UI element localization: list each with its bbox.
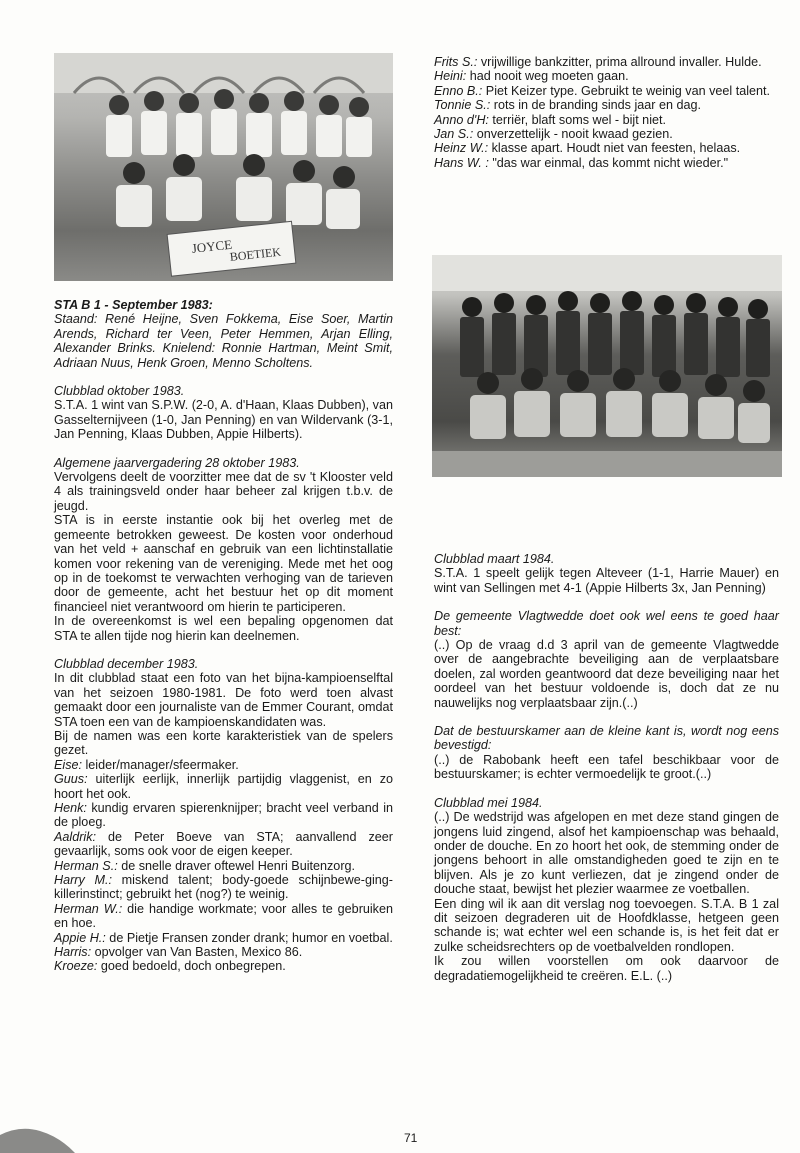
team-photo-squad xyxy=(432,255,782,477)
page-number: 71 xyxy=(404,1131,418,1145)
player-text: de Peter Boeve van STA; aanvallend zeer gevaarlijk, soms ook voor de eigen keeper. xyxy=(54,829,393,859)
player-text: de snelle draver oftewel Henri Buitenzorg. xyxy=(117,858,356,873)
section-paragraph: S.T.A. 1 wint van S.P.W. (2-0, A. d'Haan, Klaas Dubben), van Gasselternijveen (1-0, Jan Penning) en van Wildervank (3-1, Jan Penning, Klaas Dubben, Appie Hilberts). xyxy=(54,398,393,442)
player-name: Heini: xyxy=(434,69,467,84)
player-text: leider/manager/sfeermaker. xyxy=(82,757,239,772)
section-paragraph: Een ding wil ik aan dit verslag nog toevoegen. S.T.A. B 1 zal dit seizoen degraderen uit de Hoofdklasse, hetgeen geen schande is; wat echter wel een schande is, is het feit dat er zulke scheidsrechters op de voetbalvelden rondlopen. xyxy=(434,896,779,954)
caption-body: Staand: René Heijne, Sven Fokkema, Eise Soer, Martin Arends, Richard ter Veen, Peter Hemmen, Arjan Elling, Alexander Brinks. Knielend: Ronnie Hartman, Meint Smit, Adriaan Nuus, Henk Groen, Menno Scholtens. xyxy=(54,312,393,370)
section-paragraph: (..) Op de vraag d.d 3 april van de gemeente Vlagtwedde over de aangebrachte beveiliging aan de verplaatsbare doelen, zal worden geantwoord dat deze beveiliging naar het oordeel van het bestuur voldoende is, doch dat ze nu nauwelijks nog verplaatsbaar zijn.(..) xyxy=(434,638,779,710)
team-photo-sta-b1 xyxy=(54,53,393,281)
player-name: Henk: xyxy=(54,801,87,815)
section-title: Algemene jaarvergadering 28 oktober 1983. xyxy=(54,455,300,470)
player-line xyxy=(54,873,393,902)
player-line xyxy=(434,141,779,155)
player-line xyxy=(434,84,779,98)
player-text: opvolger van Van Basten, Mexico 86. xyxy=(91,945,303,960)
player-line xyxy=(54,801,393,830)
player-text: vrijwillige bankzitter, prima allround invaller. Hulde. xyxy=(477,55,762,69)
player-text: "das war einmal, das kommt nicht wieder." xyxy=(488,155,729,170)
player-name: Hans W. : xyxy=(434,155,489,170)
section-bestuurskamer xyxy=(434,724,779,782)
section-paragraph: S.T.A. 1 speelt gelijk tegen Alteveer (1-1, Harrie Mauer) en wint van Sellingen met 4-1 (Appie Hilberts 3x, Jan Penning) xyxy=(434,566,779,595)
player-name: Aaldrik: xyxy=(54,829,96,844)
section-paragraph: In de overeenkomst is wel een bepaling opgenomen dat STA te allen tijde nog hierin kan deelnemen. xyxy=(54,614,393,643)
right-column-characterizations xyxy=(434,55,779,170)
banner-text-2: BOETIEK xyxy=(229,244,282,264)
player-line xyxy=(54,931,393,945)
section-paragraph: (..) De wedstrijd was afgelopen en met deze stand gingen de jongens luid zingend, alsof het kampioenschap was behaald, onder de douche. En zo hoort het ook, de stemming onder de jongens behoort in alle omstandigheden goed te zijn en te blijven. Als je zo kunt verliezen, dat je zingend onder de douche staat, bewijst het plezier waarmee ze voetballen. xyxy=(434,810,779,897)
section-paragraph: (..) de Rabobank heeft een tafel beschikbaar voor de bestuurskamer; is echter vermoedelijk te groot.(..) xyxy=(434,752,779,782)
section-paragraph: Vervolgens deelt de voorzitter mee dat de sv 't Klooster veld 4 als trainingsveld onder haar beheer zal krijgen t.b.v. de jeugd. xyxy=(54,470,393,513)
section-title: Clubblad mei 1984. xyxy=(434,795,543,810)
right-column-articles xyxy=(434,552,779,997)
player-line xyxy=(54,959,393,973)
player-text: onverzettelijk - nooit kwaad gezien. xyxy=(473,127,673,142)
caption-title: STA B 1 - September 1983: xyxy=(54,298,213,312)
player-line xyxy=(434,69,779,83)
player-name: Jan S.: xyxy=(434,127,474,142)
player-characterizations xyxy=(54,758,393,974)
squad-photo-drawing xyxy=(432,255,782,477)
player-line xyxy=(434,127,779,141)
player-text: rots in de branding sinds jaar en dag. xyxy=(490,98,701,113)
player-line xyxy=(434,55,779,69)
section-gemeente-vlagtwedde xyxy=(434,609,779,710)
player-line xyxy=(54,859,393,873)
section-clubblad-oktober-1983 xyxy=(54,384,393,442)
player-line xyxy=(54,830,393,859)
section-title: Clubblad december 1983. xyxy=(54,656,199,671)
player-text: Piet Keizer type. Gebruikt te weinig van veel talent. xyxy=(482,83,771,98)
player-text: kundig ervaren spierenknijper; bracht veel verband in de ploeg. xyxy=(54,801,393,830)
player-line xyxy=(434,113,779,127)
player-text: klasse apart. Houdt niet van feesten, helaas. xyxy=(488,141,741,156)
scan-shadow-mark xyxy=(0,1125,80,1153)
player-name: Anno d'H: xyxy=(434,112,489,127)
section-paragraph: STA is in eerste instantie ook bij het overleg met de gemeente betrokken geweest. De kosten voor onderhoud van het veld + aanschaf en gebruik van een lichtinstallatie komen voor rekening van de vereniging. Mede met het oog op in de toekomst te verwachten verhoging van de tarieven door de gemeente, acht het bestuur het op dit moment financieel niet verantwoord om hierin te participeren. xyxy=(54,513,393,614)
player-name: Herman S.: xyxy=(54,858,118,873)
player-name: Harris: xyxy=(54,945,92,960)
player-name: Tonnie S.: xyxy=(434,98,491,113)
player-line xyxy=(54,945,393,959)
player-line xyxy=(54,772,393,801)
player-name: Kroeze: xyxy=(54,959,98,974)
left-column xyxy=(54,298,393,988)
player-text: miskend talent; body-goede schijnbewe-ging-killerinstinct; gebruikt het (nog?) te weinig. xyxy=(54,873,393,902)
player-line xyxy=(54,758,393,772)
section-paragraph: Ik zou willen voorstellen om ook daarvoor de degradatiemogelijkheid te creëren. E.L. (..) xyxy=(434,954,779,983)
player-name: Herman W.: xyxy=(54,901,123,916)
section-paragraph: Bij de namen was een korte karakteristiek van de spelers gezet. xyxy=(54,728,393,758)
player-name: Harry M.: xyxy=(54,873,112,888)
photo-caption xyxy=(54,298,393,370)
banner-text-1: JOYCE xyxy=(190,236,233,256)
section-jaarvergadering-1983 xyxy=(54,456,393,643)
section-clubblad-maart-1984 xyxy=(434,552,779,595)
section-title: De gemeente Vlagtwedde doet ook wel eens te goed haar best: xyxy=(434,609,779,638)
player-text: had nooit weg moeten gaan. xyxy=(466,69,629,84)
section-title: Clubblad maart 1984. xyxy=(434,552,555,566)
section-title: Dat de bestuurskamer aan de kleine kant is, wordt nog eens bevestigd: xyxy=(434,724,779,753)
player-name: Appie H.: xyxy=(54,930,106,945)
section-clubblad-mei-1984 xyxy=(434,796,779,983)
section-clubblad-december-1983 xyxy=(54,657,393,974)
player-text: goed bedoeld, doch onbegrepen. xyxy=(97,959,286,974)
player-line xyxy=(54,902,393,931)
player-text: die handige workmate; voor alles te gebruiken en hoe. xyxy=(54,901,393,931)
player-line xyxy=(434,98,779,112)
player-name: Eise: xyxy=(54,757,82,772)
player-name: Heinz W.: xyxy=(434,141,489,156)
player-line xyxy=(434,156,779,170)
player-name: Guus: xyxy=(54,772,88,787)
team-photo-drawing xyxy=(54,53,393,281)
player-text: uiterlijk eerlijk, innerlijk partijdig vlaggenist, en zo hoort het ook. xyxy=(54,772,393,801)
player-name: Enno B.: xyxy=(434,83,483,98)
player-text: de Pietje Fransen zonder drank; humor en voetbal. xyxy=(105,930,393,945)
player-text: terriër, blaft soms wel - bijt niet. xyxy=(488,112,666,127)
section-paragraph: In dit clubblad staat een foto van het bijna-kampioenselftal van het seizoen 1980-1981. De foto werd toen alvast gemaakt door een journaliste van de Emmer Courant, omdat STA toen een van de kampioenskandidaten was. xyxy=(54,671,393,729)
section-title: Clubblad oktober 1983. xyxy=(54,384,185,399)
player-name: Frits S.: xyxy=(434,55,478,69)
